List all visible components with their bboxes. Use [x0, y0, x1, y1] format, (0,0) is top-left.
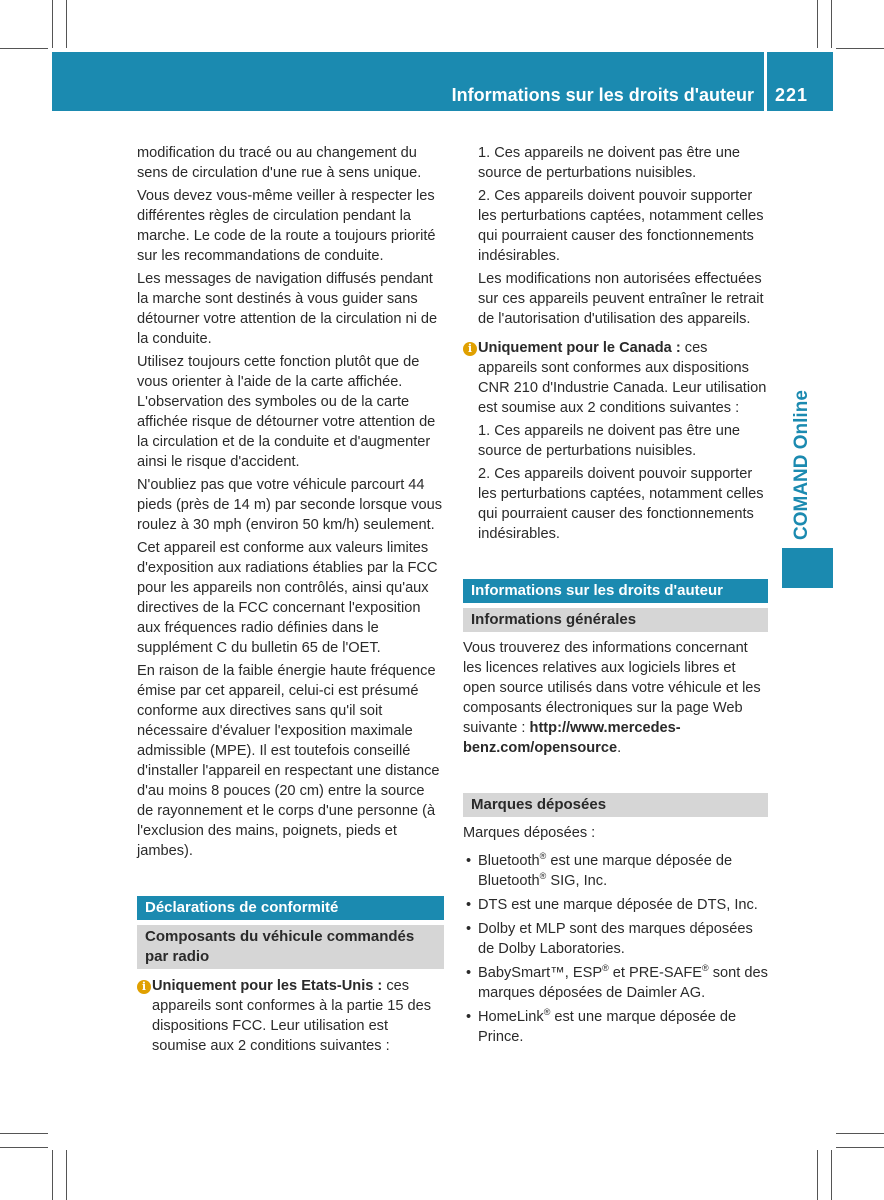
condition-2: 2. Ces appareils doivent pouvoir supporter les perturbations captées, notamment celles qui pourraient causer des fonctionnements indésirables. [478, 466, 764, 542]
tm-text: HomeLink [478, 1009, 544, 1025]
crop-mark [0, 1147, 48, 1148]
info-note-us-label: Uniquement pour les Etats-Unis : [152, 978, 383, 994]
info-note-canada-text: ces appareils sont conformes aux dispositions CNR 210 d'Industrie Canada. Leur utilisation est soumise aux 2 conditions suivantes : [478, 340, 767, 416]
page-number: 221 [775, 85, 809, 105]
crop-mark [836, 1147, 884, 1148]
trademarks-intro: Marques déposées : [463, 825, 596, 841]
info-note-canada-label: Uniquement pour le Canada : [478, 340, 681, 356]
general-info-paragraph [463, 638, 768, 758]
list-item: • Dolby et MLP sont des marques déposées de Dolby Laboratories. [463, 919, 768, 959]
general-info-text: Vous trouverez des informations concernant les licences relatives aux logiciels libres et open source utilisés dans votre véhicule et les composants électroniques sur la page Web suivante : [463, 640, 761, 736]
tm-text: est une marque déposée de Prince. [478, 1009, 737, 1045]
crop-mark [52, 1150, 53, 1200]
paragraph: Les messages de navigation diffusés pendant la marche sont destinés à vous guider sans détourner votre attention de la circulation ni de la conduite. [137, 271, 438, 347]
list-item: • DTS est une marque déposée de DTS, Inc. [463, 895, 768, 915]
crop-mark [836, 48, 884, 49]
registered-mark: ® [602, 963, 609, 974]
crop-mark [831, 0, 832, 48]
condition-2: 2. Ces appareils doivent pouvoir supporter les perturbations captées, notamment celles qui pourraient causer des fonctionnements indésirables. [478, 188, 764, 264]
trademark-list [463, 851, 768, 1047]
subsection-heading-general: Informations générales [463, 608, 768, 632]
subsection-heading-radio-components: Composants du véhicule commandés par radio [137, 925, 444, 969]
section-heading-copyright: Informations sur les droits d'auteur [463, 579, 768, 603]
paragraph: modification du tracé ou au changement du sens de circulation d'une rue à sens unique. [137, 145, 422, 181]
list-item [463, 963, 768, 1003]
info-icon: i [137, 980, 151, 994]
condition-1: 1. Ces appareils ne doivent pas être une source de perturbations nuisibles. [478, 423, 741, 459]
crop-mark [817, 0, 818, 48]
registered-mark: ® [702, 963, 709, 974]
chapter-tab-marker [782, 548, 833, 588]
paragraph: Utilisez toujours cette fonction plutôt que de vous orienter à l'aide de la carte affichée. L'observation des symboles ou de la carte affichée risque de détourner votre attention de la circulation et de la conduite et d'augmenter ainsi le risque d'accident. [137, 354, 436, 470]
paragraph: N'oubliez pas que votre véhicule parcourt 44 pieds (près de 14 m) par seconde lorsque vous roulez à 30 mph (environ 50 km/h) seulement. [137, 477, 443, 533]
info-icon: i [463, 342, 477, 356]
paragraph: Cet appareil est conforme aux valeurs limites d'exposition aux radiations établies par la FCC pour les appareils non contrôlés, ainsi qu'aux directives de la FCC concernant l'exposition aux fréquences radio définies dans le supplément C du bulletin 65 de l'OET. [137, 540, 438, 656]
crop-mark [831, 1150, 832, 1200]
header-bar [52, 52, 764, 111]
tm-text: Bluetooth [478, 853, 540, 869]
tm-text: et PRE-SAFE [608, 965, 702, 981]
info-note-us-text: ces appareils sont conformes à la partie 15 des dispositions FCC. Leur utilisation est soumise aux 2 conditions suivantes : [152, 978, 432, 1054]
left-column [137, 143, 444, 1056]
modifications-note: Les modifications non autorisées effectuées sur ces appareils peuvent entraîner le retrait de l'autorisation d'utilisation des appareils. [478, 271, 764, 327]
page-header-title: Informations sur les droits d'auteur [451, 85, 754, 105]
tm-text: sont des marques déposées de Daimler AG. [478, 965, 768, 1001]
crop-mark [66, 0, 67, 48]
info-note-us [137, 976, 444, 1056]
period: . [617, 740, 622, 756]
page-number-box [767, 52, 833, 111]
crop-mark [52, 0, 53, 48]
list-item [463, 851, 768, 891]
registered-mark: ® [543, 1007, 551, 1018]
registered-mark: ® [539, 851, 547, 862]
tm-text: est une marque déposée de Bluetooth [478, 853, 733, 889]
paragraph: Vous devez vous-même veiller à respecter les différentes règles de circulation pendant la marche. Le code de la route a toujours priorité sur les recommandations de conduite. [137, 188, 436, 264]
opensource-link[interactable]: http://www.mercedes-benz.com/opensource [463, 720, 681, 756]
tm-text: BabySmart™, ESP [478, 965, 603, 981]
paragraph: En raison de la faible énergie haute fréquence émise par cet appareil, celui-ci est présumé conforme aux directives sans qu'il soit nécessaire d'évaluer l'exposition maximale admissible (MPE). Il est toutefois conseillé d'installer l'appareil en respectant une distance d'au moins 8 pouces (20 cm) entre la source de rayonnement et le corps d'une personne (à l'exclusion des mains, poignets, pieds et jambes). [137, 663, 440, 859]
registered-mark: ® [539, 871, 547, 882]
crop-mark [817, 1150, 818, 1200]
chapter-side-label: COMAND Online [791, 390, 812, 540]
crop-mark [836, 1133, 884, 1134]
list-item [463, 1007, 768, 1047]
info-note-canada [463, 338, 768, 544]
crop-mark [66, 1150, 67, 1200]
crop-mark [0, 1133, 48, 1134]
tm-text: SIG, Inc. [546, 873, 608, 889]
section-heading-conformity: Déclarations de conformité [137, 896, 444, 920]
us-conditions [463, 143, 768, 329]
condition-1: 1. Ces appareils ne doivent pas être une source de perturbations nuisibles. [478, 145, 741, 181]
subsection-heading-trademarks: Marques déposées [463, 793, 768, 817]
crop-mark [0, 48, 48, 49]
right-column [463, 143, 768, 1051]
